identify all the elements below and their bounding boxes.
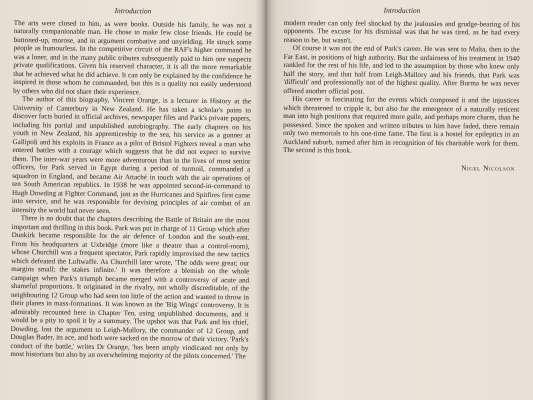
right-paragraph-2: Of course it was not the end of Park's career. He was sent to Malta, then to the Far East, in positions of high authority. But the unfairness of his treatment in 1940 rankled for the rest of his life, and led to the assumption by those who knew only half the story, and that half from Leigh-Mallory and his friends, that Park was 'difficult' and professionally not of the highest quality. After Burma he was never offered another official post.: [283, 44, 520, 96]
author-signature: Nigel Nicolson: [461, 163, 515, 173]
left-paragraph-1: The arts were closed to him, as were books. Outside his family, he was not a naturally companionable man. He chose to make few close friends. He could be buttoned-up, morose, and in argument combative and unyielding. He struck some people as humourless. In the competitive circuit of the RAF's higher command he was a loner, and in the many public tributes subsequently paid to him one suspects private qualifications. Given his reserved character, it is all the more remarkable that he achieved what he did achieve. It can only be explained by the confidence he inspired in those whom he commanded, but this is a quality not easily understood by others who did not share their experience.: [13, 18, 252, 96]
right-paragraph-3: His career is fascinating for the events which composed it and the injustices which threatened to cripple it, but also for the emergence of a naturally reticent man into high positions that required more guile, and perhaps more charm, than he possessed. Since the spoken and written tributes to him have faded, there remain only two memorials to his one-time fame. The first is a hostel for epileptics in an Auckland suburb, named after him in recognition of his charitable work for them. The second is this book.: [282, 95, 520, 155]
left-paragraph-2: The author of this biography, Vincent Orange, is a lecturer in History at the University of Canterbury in New Zealand. He has taken a scholar's pains to discover facts buried in official archives, newspaper files and Park's private papers, including his partial and unpublished autobiography. The early chapters on his youth in New Zealand, his apprenticeship to the sea, his service as a gunner at Gallipoli and his exploits in France as a pilot of Bristol Fighters reveal a man who entered battles with a courage which suggests that he did not expect to survive them. The inter-war years were more adventurous than in the lives of most senior officers, for Park served in Egypt during a period of turmoil, commanded a squadron in England, and became Air Attaché in touch with the air operations of ten South American republics. In 1938 he was appointed second-in-command to Hugh Dowding at Fighter Command, just as the Hurricanes and Spitfires first came into service, and he was responsible for devising principles of air combat of an intensity the world had never seen.: [11, 95, 252, 215]
right-running-head: Introduction: [383, 6, 421, 15]
left-paragraph-3: There is no doubt that the chapters describing the Battle of Britain are the most important and thrilling in this book. Park was put in charge of 11 Group which after Dunkirk became responsible for the air defence of London and the south-east. From his headquarters at Uxbridge (more like a theatre than a control-room), whose Churchill was a frequent spectator, Park rapidly improvised the new tactics which defeated the Luftwaffe. As Churchill later wrote, 'The odds were great; our margins small; the stakes infinite.' It was therefore a blemish on the whole campaign when Park's triumph became merged with a controversy of acute and shameful proportions. It originated in the rivalry, not wholly discreditable, of the neighbouring 12 Group who had seen too little of the action and wanted to throw in their planes in mass-formations. It was known as the 'Big Wings' controversy. It is admirably recounted here in Chapter Ten, using unpublished documents, and it would be a pity to spoil it by a summary. The upshot was that Park and his chief, Dowding, lost the argument to Leigh-Mallory, the commander of 12 Group, and Douglas Bader, its ace, and both were sacked on the morrow of their victory. 'Park's conduct of the battle,' writes Dr Orange, 'has been amply vindicated not only by most historians but also by an overwhelming majority of the pilots concerned.' The: [10, 214, 250, 361]
right-page: [281, 6, 520, 400]
left-page: [10, 6, 252, 400]
right-paragraph-1: modern reader can only feel shocked by the jealousies and grudge-bearing of his opponents. The excuse for his dismissal was that he was tired, as he had every reason to be, but wasn't.: [283, 18, 520, 44]
left-running-head: Introduction: [114, 6, 152, 16]
book-gutter: [255, 0, 277, 400]
